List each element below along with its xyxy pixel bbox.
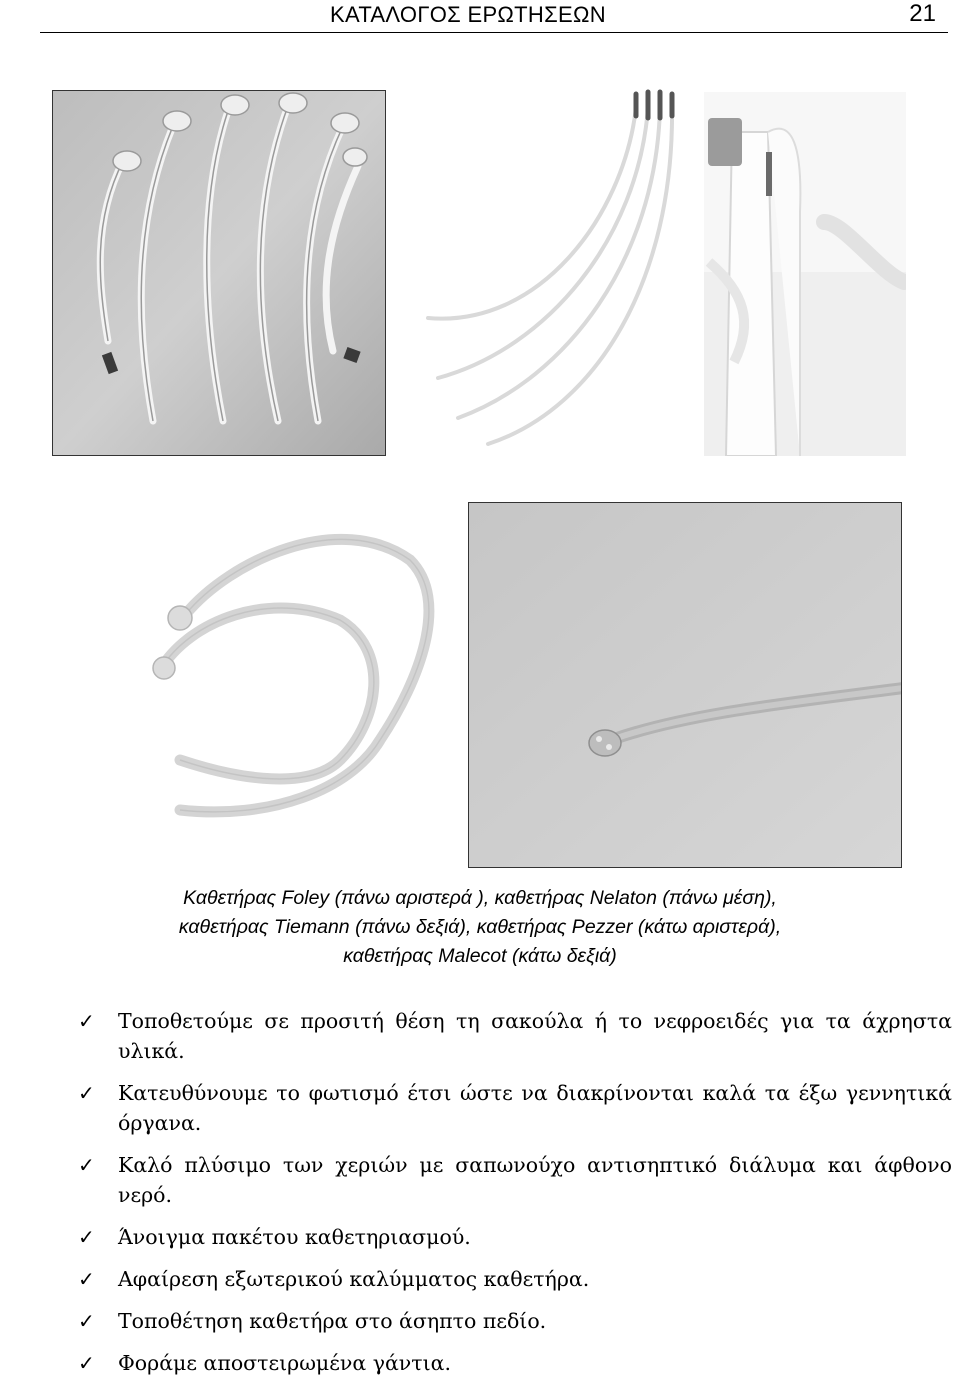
checklist-item-text: Άνοιγμα πακέτου καθετηριασμού.: [118, 1225, 471, 1249]
page-number: 21: [909, 0, 936, 27]
checklist-item: [78, 1150, 952, 1210]
check-icon: ✓: [78, 1009, 95, 1033]
checklist-item: [78, 1006, 952, 1066]
check-icon: ✓: [78, 1267, 95, 1291]
checklist-item-text: Φοράμε αποστειρωμένα γάντια.: [118, 1351, 451, 1375]
checklist-item: [78, 1222, 952, 1252]
nelaton-catheter-photo: [418, 88, 700, 456]
malecot-catheter-photo: [468, 502, 902, 868]
check-icon: ✓: [78, 1309, 95, 1333]
header-title: ΚΑΤΑΛΟΓΟΣ ΕΡΩΤΗΣΕΩΝ: [330, 2, 606, 27]
check-icon: ✓: [78, 1225, 95, 1249]
check-icon: ✓: [78, 1153, 95, 1177]
checklist-item-text: Αφαίρεση εξωτερικού καλύμματος καθετήρα.: [118, 1267, 590, 1291]
checklist-item-text: Καλό πλύσιμο των χεριών με σαπωνούχο αντισηπτικό διάλυμα και άφθονο νερό.: [118, 1153, 952, 1207]
checklist-item-text: Τοποθετούμε σε προσιτή θέση τη σακούλα ή το νεφροειδές για τα άχρηστα υλικά.: [118, 1009, 952, 1063]
checklist-item-text: Τοποθέτηση καθετήρα στο άσηπτο πεδίο.: [118, 1309, 547, 1333]
figure-caption: [100, 884, 860, 971]
checklist-item: [78, 1348, 952, 1378]
procedure-checklist: [78, 1006, 952, 1390]
tiemann-catheter-photo: [704, 92, 906, 456]
check-icon: ✓: [78, 1081, 95, 1105]
checklist-item: [78, 1078, 952, 1138]
pezzer-catheter-photo: [120, 520, 450, 850]
check-icon: ✓: [78, 1351, 95, 1375]
foley-catheter-photo: [52, 90, 386, 456]
page-header: [40, 0, 948, 33]
caption-line: Καθετήρας Foley (πάνω αριστερά ), καθετήρας Nelaton (πάνω μέση),: [183, 887, 777, 909]
checklist-item: [78, 1306, 952, 1336]
caption-line: καθετήρας Malecot (κάτω δεξιά): [343, 945, 617, 967]
checklist-item: [78, 1264, 952, 1294]
caption-line: καθετήρας Tiemann (πάνω δεξιά), καθετήρας Pezzer (κάτω αριστερά),: [178, 916, 782, 938]
checklist-item-text: Κατευθύνουμε το φωτισμό έτσι ώστε να διακρίνονται καλά τα έξω γεννητικά όργανα.: [118, 1081, 952, 1135]
